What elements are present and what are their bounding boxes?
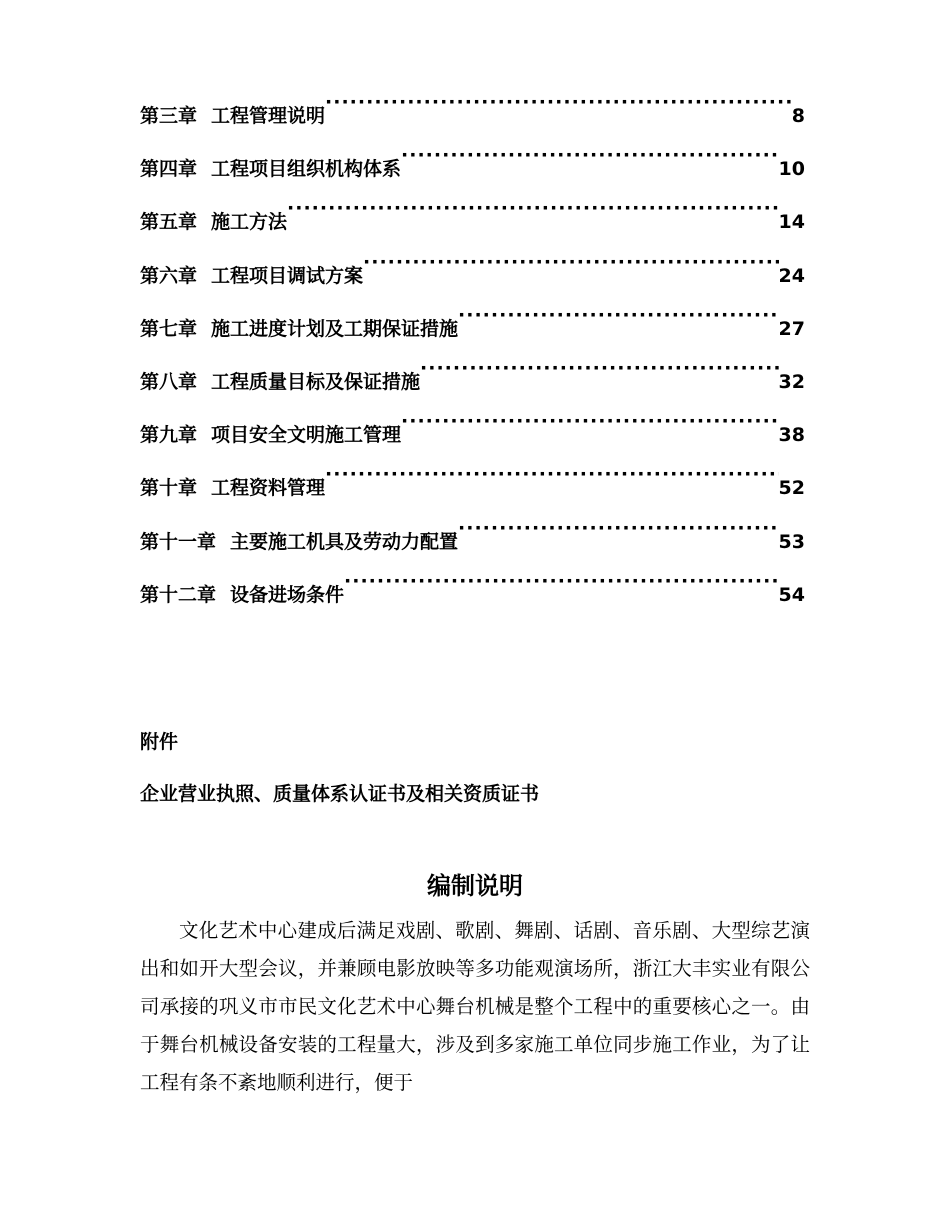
toc-dot-leader bbox=[363, 242, 779, 282]
toc-chapter-title: 工程项目组织机构体系 bbox=[211, 158, 402, 181]
toc-entry[interactable] bbox=[140, 188, 805, 241]
toc-page-number: 38 bbox=[778, 424, 805, 447]
toc-chapter-title: 施工方法 bbox=[211, 211, 288, 234]
toc-chapter-number: 第七章 bbox=[140, 317, 198, 340]
toc-chapter-title: 设备进场条件 bbox=[230, 583, 345, 606]
toc-dot-leader bbox=[401, 135, 779, 175]
toc-entry[interactable] bbox=[140, 454, 805, 507]
toc-entry[interactable] bbox=[140, 348, 805, 401]
toc-page-number: 32 bbox=[778, 370, 805, 393]
appendix-item: 企业营业执照、质量体系认证书及相关资质证书 bbox=[140, 783, 540, 805]
toc-page-number: 8 bbox=[791, 105, 805, 127]
toc-chapter-title: 工程资料管理 bbox=[211, 477, 326, 500]
toc-page-number: 14 bbox=[778, 211, 805, 234]
toc-chapter-number: 第三章 bbox=[140, 105, 198, 127]
body-paragraph: 文化艺术中心建成后满足戏剧、歌剧、舞剧、话剧、音乐剧、大型综艺演出和如开大型会议，并兼顾电影放映等多功能观演场所，浙江大丰实业有限公司承接的巩义市市民文化艺术中心舞台机械是整个工程中的重要核心之一。由于舞台机械设备安装的工程量大，涉及到多家施工单位同步施工作业，为了让工程有条不紊地顺利进行，便于 bbox=[140, 919, 810, 1094]
toc-chapter-title: 工程项目调试方案 bbox=[211, 264, 364, 287]
toc-chapter-number: 第四章 bbox=[140, 158, 198, 181]
toc-chapter-number: 第十章 bbox=[140, 477, 198, 500]
toc-dot-leader bbox=[401, 401, 779, 441]
toc-page-number: 24 bbox=[778, 264, 805, 287]
toc-page-number: 53 bbox=[778, 530, 805, 553]
toc-dot-leader bbox=[325, 82, 792, 122]
toc-chapter-title: 施工进度计划及工期保证措施 bbox=[211, 317, 459, 340]
toc-entry[interactable] bbox=[140, 295, 805, 348]
toc-dot-leader bbox=[325, 454, 779, 494]
toc-dot-leader bbox=[420, 348, 779, 388]
toc-entry[interactable] bbox=[140, 242, 805, 295]
toc-entry[interactable] bbox=[140, 508, 805, 561]
toc-chapter-number: 第十一章 bbox=[140, 530, 217, 553]
toc-page-number: 54 bbox=[778, 583, 805, 606]
toc-page-number: 52 bbox=[778, 477, 805, 500]
toc-chapter-number: 第八章 bbox=[140, 370, 198, 393]
section-heading: 编制说明 bbox=[427, 872, 523, 900]
appendix-section bbox=[140, 722, 539, 814]
toc-chapter-number: 第十二章 bbox=[140, 583, 217, 606]
toc-entry[interactable] bbox=[140, 82, 805, 135]
toc-dot-leader bbox=[458, 508, 779, 548]
toc-chapter-title: 工程质量目标及保证措施 bbox=[211, 370, 421, 393]
toc-dot-leader bbox=[458, 295, 779, 335]
table-of-contents bbox=[140, 82, 805, 614]
toc-chapter-number: 第五章 bbox=[140, 211, 198, 234]
toc-entry[interactable] bbox=[140, 401, 805, 454]
toc-chapter-number: 第九章 bbox=[140, 424, 198, 447]
appendix-heading: 附件 bbox=[140, 731, 179, 753]
toc-entry[interactable] bbox=[140, 135, 805, 188]
toc-page-number: 10 bbox=[778, 158, 805, 181]
toc-chapter-title: 工程管理说明 bbox=[211, 105, 326, 127]
toc-dot-leader bbox=[287, 188, 779, 228]
toc-entry[interactable] bbox=[140, 561, 805, 614]
toc-dot-leader bbox=[344, 561, 779, 601]
toc-chapter-title: 主要施工机具及劳动力配置 bbox=[230, 530, 459, 553]
toc-chapter-number: 第六章 bbox=[140, 264, 198, 287]
toc-page-number: 27 bbox=[778, 317, 805, 340]
toc-chapter-title: 项目安全文明施工管理 bbox=[211, 424, 402, 447]
